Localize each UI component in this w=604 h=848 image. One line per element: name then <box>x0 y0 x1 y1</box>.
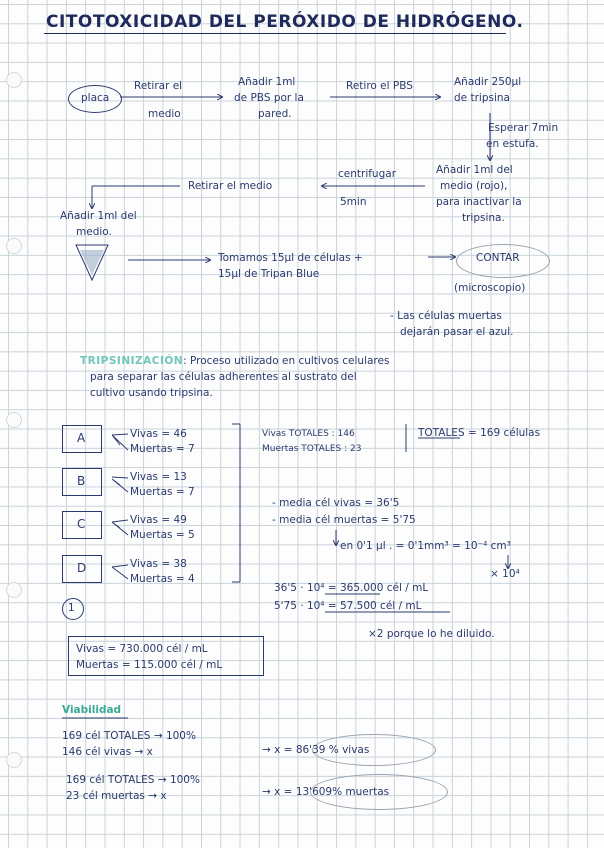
volumen-conversion: en 0'1 µl . = 0'1mm³ = 10⁻⁴ cm³ <box>340 540 511 552</box>
step-microscopio: (microscopio) <box>454 282 526 294</box>
media-vivas: - media cél vivas = 36'5 <box>272 497 400 509</box>
note-muertas: - Las células muertas <box>390 310 502 322</box>
step-centrifugar-time: 5min <box>340 196 367 208</box>
step-tomamos: Tomamos 15µl de células + <box>218 252 363 264</box>
tripsinizacion-l3: cultivo usando tripsina. <box>90 387 213 399</box>
sample-c-vivas: Vivas = 49 <box>130 514 187 526</box>
step-anadir-medio-2: medio (rojo), <box>440 180 508 192</box>
placa-label: placa <box>81 92 110 104</box>
sample-label-a: A <box>77 431 86 445</box>
note-muertas-2: dejarán pasar el azul. <box>400 326 514 338</box>
sample-b-muertas: Muertas = 7 <box>130 486 195 498</box>
step-anadir-medio-b-2: medio. <box>76 226 112 238</box>
viabilidad-r1-l1: 169 cél TOTALES → 100% <box>62 730 196 742</box>
result-vivas: Vivas = 730.000 cél / mL <box>76 643 208 655</box>
totales: TOTALES = 169 células <box>418 427 541 439</box>
step-anadir-pbs-2: de PBS por la <box>234 92 304 104</box>
tripsinizacion-l2: para separar las células adherentes al sustrato del <box>90 371 357 383</box>
step-contar: CONTAR <box>476 252 520 264</box>
sample-d-vivas: Vivas = 38 <box>130 558 187 570</box>
sample-label-b: B <box>77 474 86 488</box>
sample-label-c: C <box>77 517 86 531</box>
step-retirar-medio-b: Retirar el medio <box>188 180 273 192</box>
step-tripsina: Añadir 250µl <box>454 76 522 88</box>
step-tripsina-2: de tripsina <box>454 92 510 104</box>
calc-muertas: 5'75 · 10⁴ = 57.500 cél / mL <box>274 600 422 612</box>
step-esperar: Esperar 7min <box>488 122 559 134</box>
result-muertas: Muertas = 115.000 cél / mL <box>76 659 223 671</box>
step-anadir-medio-3: para inactivar la <box>436 196 522 208</box>
tripsinizacion-l1: : Proceso utilizado en cultivos celulares <box>183 355 390 367</box>
page-title: CITOTOXICIDAD DEL PERÓXIDO DE HIDRÓGENO. <box>46 12 524 32</box>
step-esperar-2: en estufa. <box>486 138 539 150</box>
tripsinizacion-definition <box>80 355 389 367</box>
step-anadir-pbs-3: pared. <box>258 108 292 120</box>
calc-vivas: 36'5 · 10⁴ = 365.000 cél / mL <box>274 582 429 594</box>
sample-d-muertas: Muertas = 4 <box>130 573 195 585</box>
step-anadir-medio: Añadir 1ml del <box>436 164 513 176</box>
viabilidad-r2-l1: 169 cél TOTALES → 100% <box>66 774 200 786</box>
step-anadir-pbs: Añadir 1ml <box>238 76 296 88</box>
tripsinizacion-term: TRIPSINIZACIÓN <box>80 355 184 367</box>
vivas-totales: Vivas TOTALES : 146 <box>262 429 355 439</box>
muertas-totales: Muertas TOTALES : 23 <box>262 444 362 454</box>
viabilidad-r1-l2: 146 cél vivas → x <box>62 746 153 758</box>
circled-number-label: 1 <box>68 602 75 614</box>
factor-conversion: × 10⁴ <box>490 568 520 580</box>
dilution-note: ×2 porque lo he diluido. <box>368 628 495 640</box>
step-anadir-medio-b: Añadir 1ml del <box>60 210 137 222</box>
sample-label-d: D <box>77 561 87 575</box>
viabilidad-r1-result: → x = 86'39 % vivas <box>262 744 370 756</box>
sample-b-vivas: Vivas = 13 <box>130 471 187 483</box>
viabilidad-heading: Viabilidad <box>62 704 122 716</box>
sample-a-vivas: Vivas = 46 <box>130 428 187 440</box>
step-tomamos-2: 15µl de Tripan Blue <box>218 268 320 280</box>
step-retirar-medio-2: medio <box>148 108 181 120</box>
viabilidad-r2-l2: 23 cél muertas → x <box>66 790 167 802</box>
step-retiro-pbs: Retiro el PBS <box>346 80 413 92</box>
sample-c-muertas: Muertas = 5 <box>130 529 195 541</box>
media-muertas: - media cél muertas = 5'75 <box>272 514 416 526</box>
sample-a-muertas: Muertas = 7 <box>130 443 195 455</box>
viabilidad-r2-result: → x = 13'609% muertas <box>262 786 390 798</box>
step-anadir-medio-4: tripsina. <box>462 212 505 224</box>
step-centrifugar: centrifugar <box>338 168 397 180</box>
step-retirar-medio: Retirar el <box>134 80 183 92</box>
